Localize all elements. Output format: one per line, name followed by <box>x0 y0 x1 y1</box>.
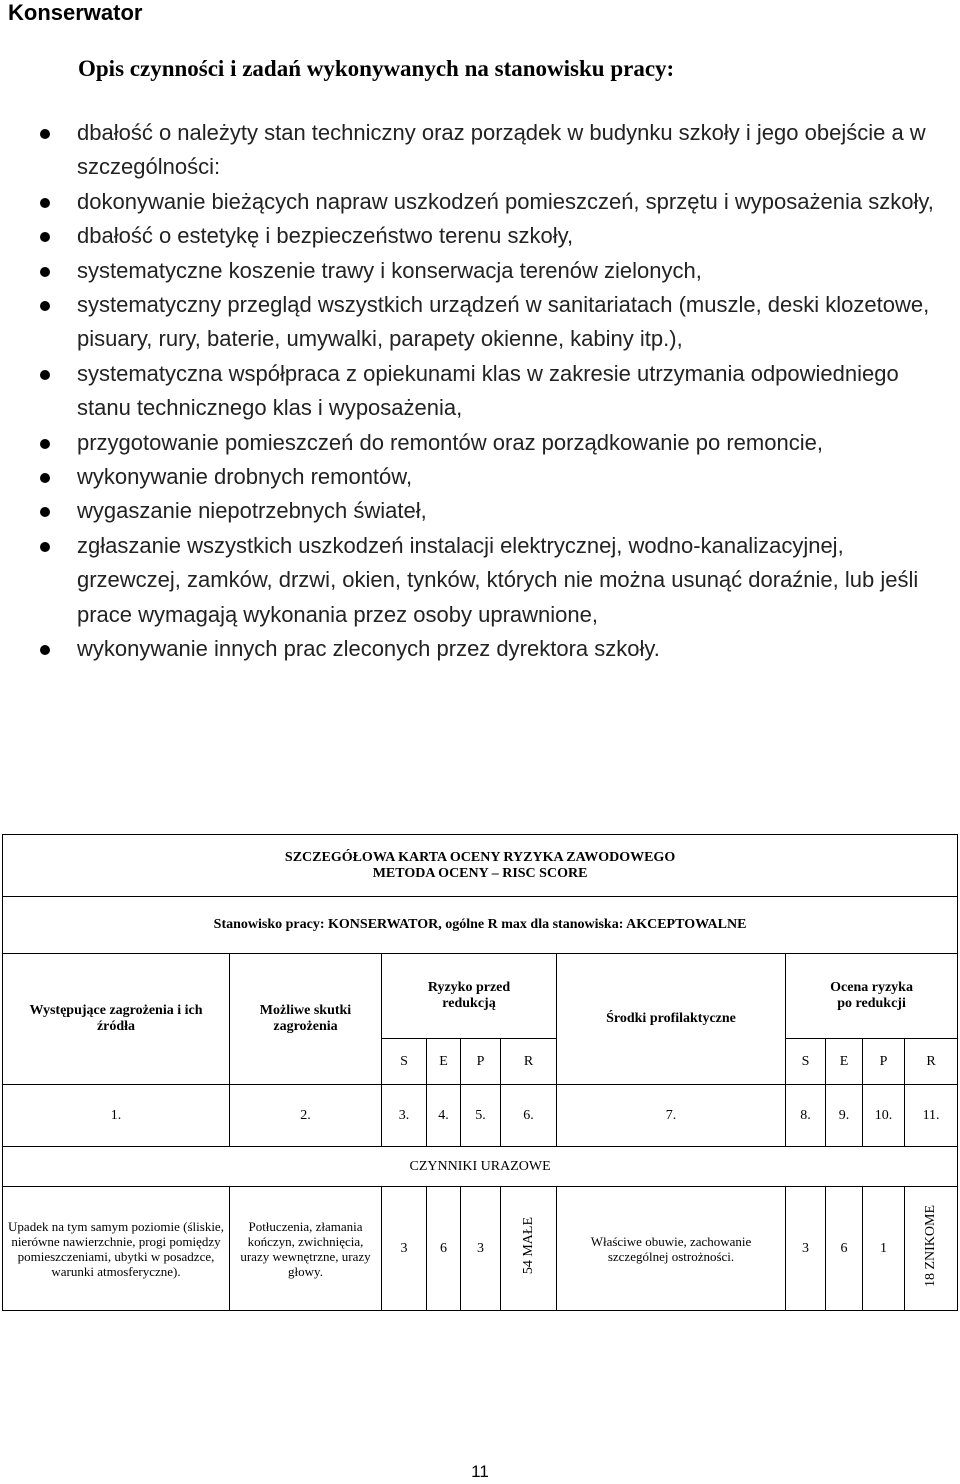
bullet-icon <box>40 370 50 380</box>
bullet-icon <box>40 232 50 242</box>
list-item: wykonywanie innych prac zleconych przez dyrektora szkoły. <box>0 632 940 666</box>
header-hazards: Występujące zagrożenia i ich źródła <box>3 954 230 1085</box>
header-p: P <box>461 1039 501 1085</box>
bullet-icon <box>40 542 50 552</box>
col-number: 9. <box>826 1085 863 1147</box>
section-title: CZYNNIKI URAZOWE <box>3 1147 958 1187</box>
col-number: 6. <box>501 1085 557 1147</box>
list-item: wygaszanie niepotrzebnych świateł, <box>0 494 940 528</box>
risk-e-after: 6 <box>826 1187 863 1311</box>
bullet-icon <box>40 439 50 449</box>
col-number: 5. <box>461 1085 501 1147</box>
risk-s: 3 <box>382 1187 427 1311</box>
list-item: systematyczne koszenie trawy i konserwacja terenów zielonych, <box>0 254 940 288</box>
list-item: systematyczny przegląd wszystkich urządzeń w sanitariatach (muszle, deski klozetowe, pisuary, rury, baterie, umywalki, parapety okienne, kabiny itp.), <box>0 288 940 357</box>
section-subtitle: Opis czynności i zadań wykonywanych na stanowisku pracy: <box>78 56 675 81</box>
bullet-icon <box>40 198 50 208</box>
header-risk-before: Ryzyko przed redukcją <box>382 954 557 1039</box>
risk-p: 3 <box>461 1187 501 1311</box>
measures-cell: Właściwe obuwie, zachowanie szczególnej ostrożności. <box>557 1187 786 1311</box>
list-item: systematyczna współpraca z opiekunami klas w zakresie utrzymania odpowiedniego stanu technicznego klas i wyposażenia, <box>0 357 940 426</box>
list-item: dokonywanie bieżących napraw uszkodzeń pomieszczeń, sprzętu i wyposażenia szkoły, <box>0 185 940 219</box>
list-item: zgłaszanie wszystkich uszkodzeń instalacji elektrycznej, wodno-kanalizacyjnej, grzewczej, zamków, drzwi, okien, tynków, których nie można usunąć doraźnie, lub jeśli prace wymagają wykonania przez osoby uprawnione, <box>0 529 940 632</box>
col-number: 4. <box>427 1085 461 1147</box>
col-number: 2. <box>230 1085 382 1147</box>
position-line: Stanowisko pracy: KONSERWATOR, ogólne R max dla stanowiska: AKCEPTOWALNE <box>3 897 958 954</box>
bullet-icon <box>40 645 50 655</box>
bullet-icon <box>40 267 50 277</box>
header-r: R <box>501 1039 557 1085</box>
col-number: 10. <box>863 1085 905 1147</box>
bullet-icon <box>40 301 50 311</box>
list-item: dbałość o należyty stan techniczny oraz porządek w budynku szkoły i jego obejście a w szczególności: <box>0 116 940 185</box>
header-risk-after: Ocena ryzyka po redukcji <box>786 954 958 1039</box>
hazard-cell: Upadek na tym samym poziomie (śliskie, nierówne nawierzchnie, progi pomiędzy pomieszczeniami, ubytki w posadzce, warunki atmosferyczne). <box>3 1187 230 1311</box>
table-heading: SZCZEGÓŁOWA KARTA OCENY RYZYKA ZAWODOWEGO METODA OCENY – RISC SCORE <box>3 835 958 897</box>
col-number: 11. <box>905 1085 958 1147</box>
effects-cell: Potłuczenia, złamania kończyn, zwichnięcia, urazy wewnętrzne, urazy głowy. <box>230 1187 382 1311</box>
header-s-after: S <box>786 1039 826 1085</box>
header-r-after: R <box>905 1039 958 1085</box>
header-e-after: E <box>826 1039 863 1085</box>
header-s: S <box>382 1039 427 1085</box>
risk-s-after: 3 <box>786 1187 826 1311</box>
list-item: przygotowanie pomieszczeń do remontów oraz porządkowanie po remoncie, <box>0 426 940 460</box>
col-number: 3. <box>382 1085 427 1147</box>
bullet-icon <box>40 473 50 483</box>
risk-assessment-table <box>2 834 958 1311</box>
header-e: E <box>427 1039 461 1085</box>
col-number: 7. <box>557 1085 786 1147</box>
header-p-after: P <box>863 1039 905 1085</box>
risk-p-after: 1 <box>863 1187 905 1311</box>
header-measures: Środki profilaktyczne <box>557 954 786 1085</box>
header-effects: Możliwe skutki zagrożenia <box>230 954 382 1085</box>
col-number: 8. <box>786 1085 826 1147</box>
list-item: wykonywanie drobnych remontów, <box>0 460 940 494</box>
bullet-icon <box>40 507 50 517</box>
list-item: dbałość o estetykę i bezpieczeństwo terenu szkoły, <box>0 219 940 253</box>
risk-r-after: 18 ZNIKOME <box>905 1187 958 1311</box>
document-title: Konserwator <box>8 0 143 25</box>
duties-list <box>0 116 940 667</box>
risk-e: 6 <box>427 1187 461 1311</box>
page-number: 11 <box>471 1462 489 1481</box>
bullet-icon <box>40 129 50 139</box>
col-number: 1. <box>3 1085 230 1147</box>
risk-r: 54 MAŁE <box>501 1187 557 1311</box>
